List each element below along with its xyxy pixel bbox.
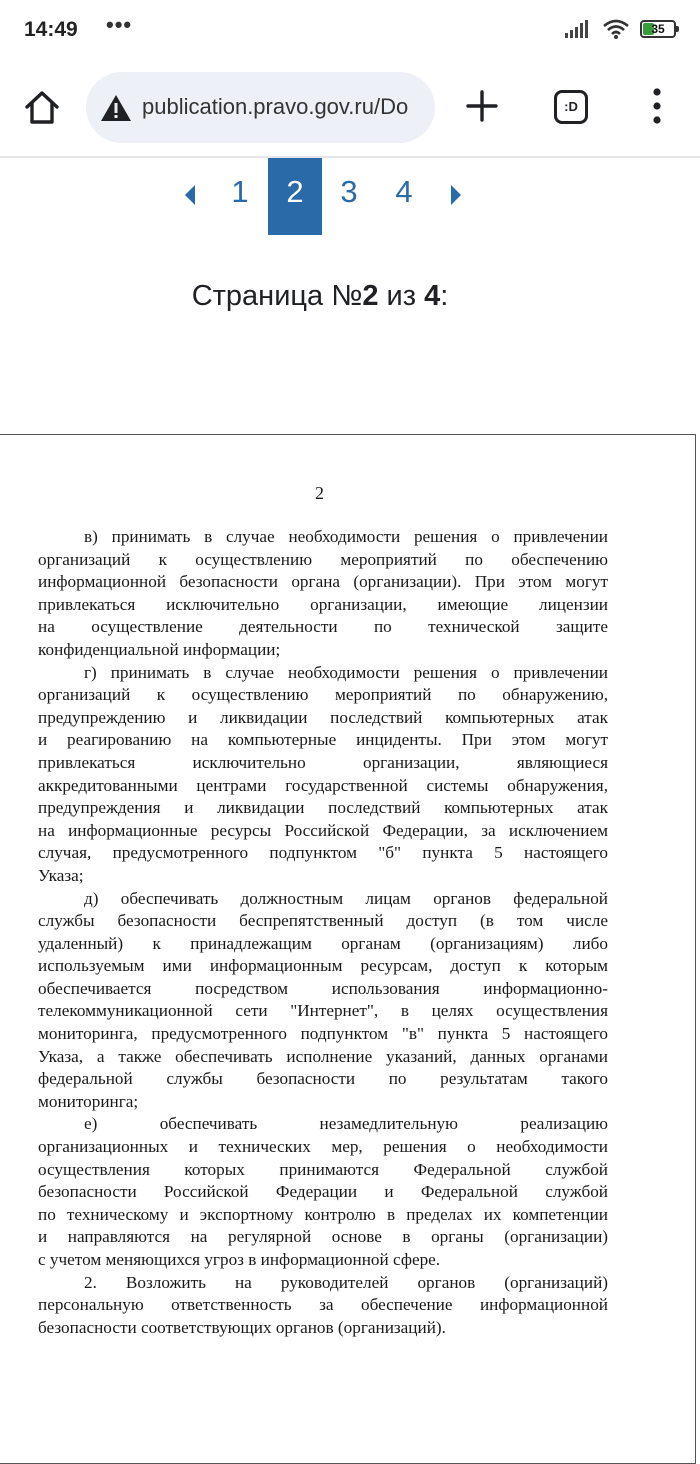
document-line: мониторинга; bbox=[38, 1091, 139, 1111]
status-bar bbox=[0, 0, 700, 62]
document-line: на информационные ресурсы Российской Федерации, за исключением bbox=[38, 820, 608, 840]
page-heading-middle: из bbox=[378, 280, 425, 312]
document-line: г) принимать в случае необходимости решения о привлечении bbox=[84, 662, 608, 682]
document-line: предупреждению и ликвидации последствий компьютерных атак bbox=[38, 707, 608, 727]
document-line: и реагированию на компьютерные инциденты. При этом могут bbox=[38, 730, 608, 750]
page-link-2-current[interactable]: 2 bbox=[268, 158, 322, 235]
document-line: персональную ответственность за обеспечение информационной bbox=[38, 1295, 608, 1315]
page-link-3[interactable]: 3 bbox=[340, 174, 358, 209]
triangle-left-icon[interactable] bbox=[180, 180, 200, 210]
page-link-4[interactable]: 4 bbox=[395, 174, 413, 209]
status-time: 14:49 bbox=[24, 18, 78, 41]
page-heading-total: 4 bbox=[424, 280, 441, 312]
document-line: используемым ими информационным ресурсам, доступ к которым bbox=[38, 956, 608, 976]
document-line: д) обеспечивать должностным лицам органов федеральной bbox=[84, 888, 608, 908]
document-line: предупреждения и ликвидации последствий компьютерных атак bbox=[38, 798, 608, 818]
document-line: мониторинга, предусмотренного подпунктом "в" пункта 5 настоящего bbox=[38, 1024, 608, 1044]
battery-level-text: 35 bbox=[651, 22, 665, 36]
triangle-right-icon[interactable] bbox=[446, 180, 466, 210]
page-heading-current: 2 bbox=[362, 280, 379, 312]
document-line: аккредитованными центрами государственной системы обнаружения, bbox=[38, 775, 608, 795]
url-text[interactable]: publication.pravo.gov.ru/Do bbox=[142, 94, 409, 119]
page-heading-suffix: : bbox=[440, 280, 449, 312]
document-line: привлекаться исключительно организации, имеющие лицензии bbox=[38, 594, 608, 614]
document-line: на осуществление деятельности по технической защите bbox=[38, 617, 608, 637]
plus-icon[interactable] bbox=[462, 86, 502, 126]
document-line: е) обеспечивать незамедлительную реализацию bbox=[84, 1114, 608, 1134]
document-line: организаций к осуществлению мероприятий по обеспечению bbox=[38, 549, 608, 569]
wifi-icon bbox=[602, 18, 630, 40]
document-line: Указа, а также обеспечивать исполнение указаний, данных органами bbox=[38, 1046, 608, 1066]
tabs-icon[interactable]: :D bbox=[554, 90, 588, 124]
document-body bbox=[38, 526, 608, 1339]
document-line: организаций к осуществлению мероприятий по обнаружению, bbox=[38, 685, 608, 705]
document-line: обеспечивается посредством использования информационно- bbox=[38, 978, 608, 998]
document-line: безопасности соответствующих органов (организаций). bbox=[38, 1317, 446, 1337]
address-bar[interactable] bbox=[86, 72, 435, 143]
document-page-number: 2 bbox=[315, 483, 324, 503]
document-line: федеральной службы безопасности по результатам такого bbox=[38, 1069, 608, 1089]
signal-icon bbox=[564, 19, 592, 39]
page-link-1[interactable]: 1 bbox=[231, 174, 249, 209]
document-line: организационных и технических мер, решения о необходимости bbox=[38, 1137, 608, 1157]
browser-toolbar bbox=[0, 62, 700, 158]
more-vert-icon[interactable] bbox=[640, 84, 674, 128]
document-line: телекоммуникационной сети "Интернет", в целях осуществления bbox=[38, 1001, 608, 1021]
page-heading-prefix: Страница № bbox=[191, 280, 363, 312]
document-line: Указа; bbox=[38, 865, 84, 885]
document-line: и направляются на регулярной основе в органы (организации) bbox=[38, 1227, 608, 1247]
document-line: информационной безопасности органа (организации). При этом могут bbox=[38, 572, 608, 592]
document-line: в) принимать в случае необходимости решения о привлечении bbox=[84, 527, 608, 546]
document-line: с учетом меняющихся угроз в информационной сфере. bbox=[38, 1250, 441, 1269]
pagination bbox=[0, 158, 700, 236]
document-line: привлекаться исключительно организации, являющиеся bbox=[38, 752, 608, 772]
battery-icon bbox=[640, 20, 676, 38]
document-page bbox=[0, 434, 696, 1464]
warning-icon[interactable] bbox=[100, 93, 132, 123]
document-line: осуществления которых принимаются Федеральной службой bbox=[38, 1159, 608, 1179]
notification-dots-icon: ••• bbox=[106, 12, 133, 37]
document-line: безопасности Российской Федерации и Федеральной службой bbox=[38, 1182, 608, 1202]
document-line: удаленный) к принадлежащим органам (организациям) либо bbox=[38, 933, 608, 953]
home-icon[interactable] bbox=[22, 87, 62, 127]
document-line: службы безопасности беспрепятственный доступ (в том числе bbox=[38, 911, 608, 931]
battery-cap bbox=[676, 26, 679, 32]
status-icons bbox=[564, 18, 676, 40]
document-line: по техническому и экспортному контролю в пределах их компетенции bbox=[38, 1204, 608, 1224]
document-line: случая, предусмотренного подпунктом "б" пункта 5 настоящего bbox=[38, 843, 608, 863]
document-line: 2. Возложить на руководителей органов (организаций) bbox=[84, 1272, 608, 1292]
page-heading bbox=[0, 280, 640, 313]
document-line: конфиденциальной информации; bbox=[38, 639, 281, 659]
